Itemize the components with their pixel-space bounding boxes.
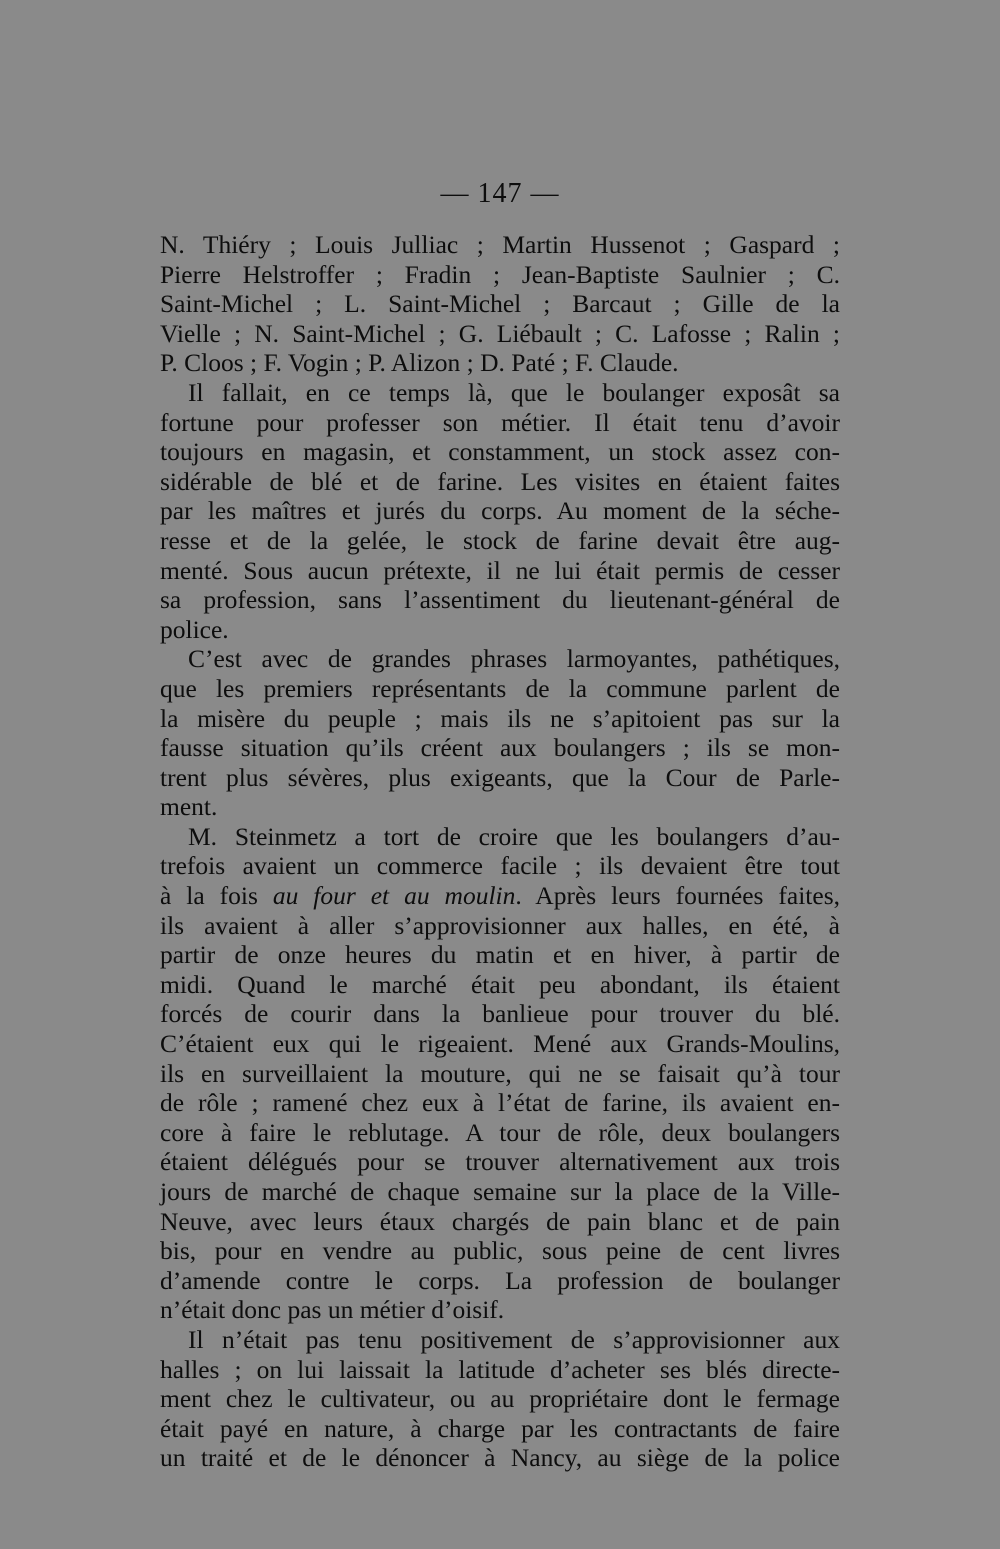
text-line: trent plus sévères, plus exigeants, que la Cour de Parle- [160,762,840,792]
text-line: trefois avaient un commerce facile ; ils devaient être tout [160,851,840,881]
text-line: était payé en nature, à charge par les contractants de faire [160,1413,840,1443]
body-text [160,230,840,1473]
text-line: halles ; on lui laissait la latitude d’acheter ses blés directe- [160,1354,840,1384]
text-line: police. [160,614,229,644]
text-line: bis, pour en vendre au public, sous peine de cent livres [160,1236,840,1266]
text-line: étaient délégués pour se trouver alternativement aux trois [160,1147,840,1177]
text-line: ils en surveillaient la mouture, qui ne se faisait qu’à tour [160,1058,840,1088]
text-line: un traité et de le dénoncer à Nancy, au siège de la police [160,1443,840,1473]
text-line: à la fois au four et au moulin. Après leurs fournées faites, [160,881,840,911]
text-line: resse et de la gelée, le stock de farine devait être aug- [160,525,840,555]
text-line: la misère du peuple ; mais ils ne s’apitoient pas sur la [160,703,840,733]
text-line: core à faire le reblutage. A tour de rôle, deux boulangers [160,1117,840,1147]
text-line: jours de marché de chaque semaine sur la place de la Ville- [160,1177,840,1206]
text-line: forcés de courir dans la banlieue pour trouver du blé. [160,999,840,1029]
page-number: — 147 — [440,178,560,209]
text-line: sidérable de blé et de farine. Les visites en étaient faites [160,466,840,496]
text-line: menté. Sous aucun prétexte, il ne lui était permis de cesser [160,555,840,585]
text-line: fausse situation qu’ils créent aux boulangers ; ils se mon- [160,733,840,763]
paragraph [160,230,840,378]
text-line: N. Thiéry ; Louis Julliac ; Martin Hussenot ; Gaspard ; [160,230,840,259]
text-line: de rôle ; ramené chez eux à l’état de farine, ils avaient en- [160,1088,840,1118]
text-line: midi. Quand le marché était peu abondant, ils étaient [160,969,840,999]
text-line: fortune pour professer son métier. Il était tenu d’avoir [160,407,840,437]
text-line: Il fallait, en ce temps là, que le boulanger exposât sa [188,377,840,407]
paragraph [160,378,840,644]
italic-phrase: au four et au moulin [272,881,516,911]
text-line: C’étaient eux qui le rigeaient. Mené aux Grands-Moulins, [160,1029,840,1059]
text-line: Saint-Michel ; L. Saint-Michel ; Barcaut ; Gille de la [160,289,840,319]
text-line: ils avaient à aller s’approvisionner aux halles, en été, à [160,910,840,940]
text-line: sa profession, sans l’assentiment du lieutenant-général de [160,585,840,615]
text-line: n’était donc pas un métier d’oisif. [160,1295,505,1325]
text-line: toujours en magasin, et constamment, un stock assez con- [160,437,840,467]
text-line: partir de onze heures du matin et en hiver, à partir de [160,940,840,970]
text-line: d’amende contre le corps. La profession de boulanger [160,1265,840,1295]
paragraph [160,822,840,1325]
paragraph [160,1325,840,1473]
text-line: C’est avec de grandes phrases larmoyantes, pathétiques, [188,644,840,674]
paragraph [160,644,840,822]
text-line: Neuve, avec leurs étaux chargés de pain blanc et de pain [160,1206,840,1236]
text-line: M. Steinmetz a tort de croire que les boulangers d’au- [188,821,840,851]
text-line: par les maîtres et jurés du corps. Au moment de la séche- [160,496,840,526]
text-line: ment chez le cultivateur, ou au propriétaire dont le fermage [160,1384,840,1414]
text-line: Pierre Helstroffer ; Fradin ; Jean-Baptiste Saulnier ; C. [160,259,840,289]
text-line: ment. [160,792,218,822]
text-line: Il n’était pas tenu positivement de s’approvisionner aux [188,1324,840,1354]
text-line: P. Cloos ; F. Vogin ; P. Alizon ; D. Paté ; F. Claude. [160,348,679,378]
text-line: Vielle ; N. Saint-Michel ; G. Liébault ; C. Lafosse ; Ralin ; [160,318,840,348]
text-line: que les premiers représentants de la commune parlent de [160,673,840,703]
